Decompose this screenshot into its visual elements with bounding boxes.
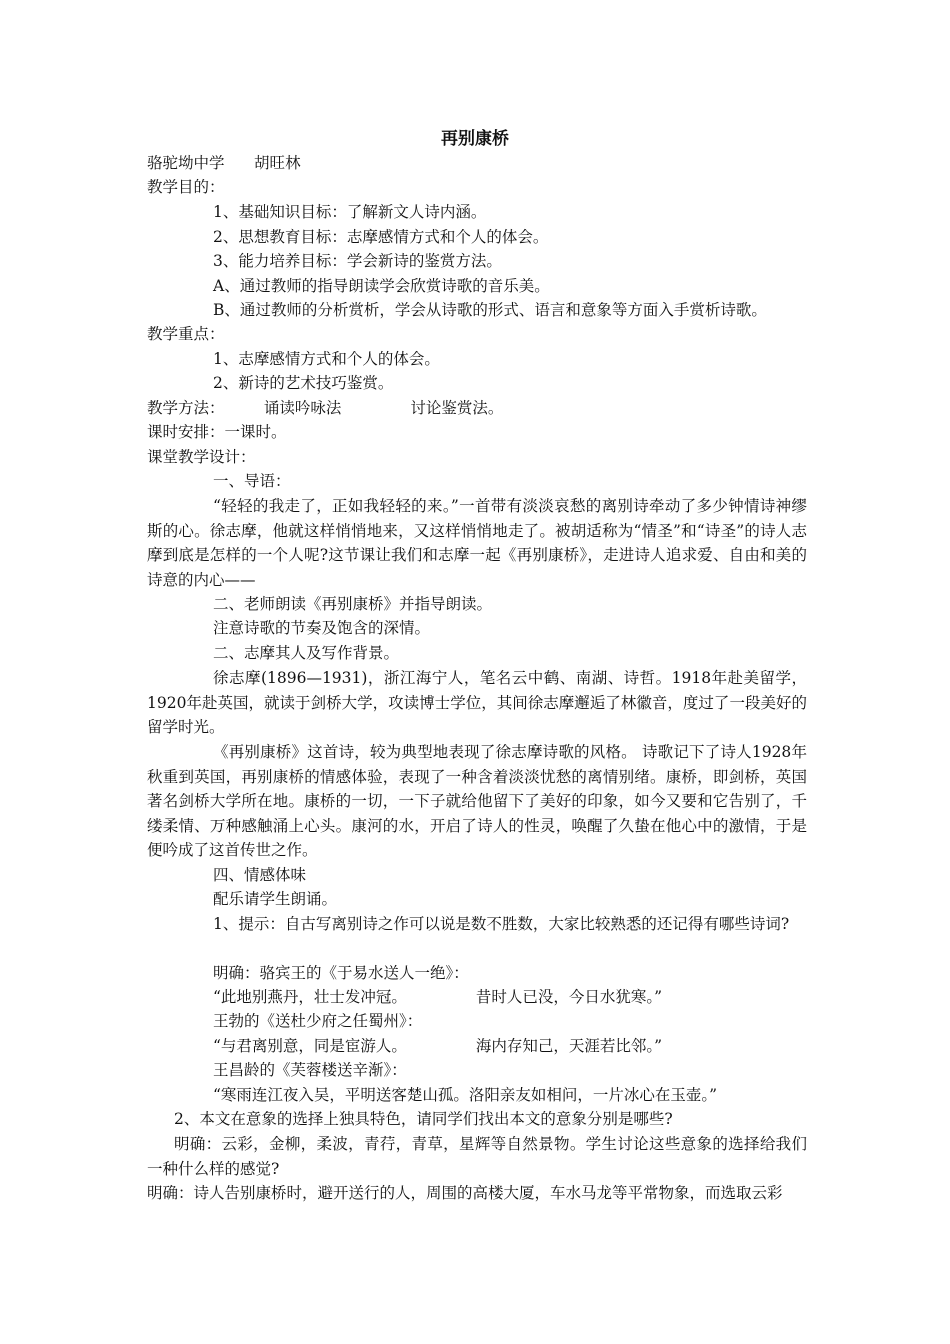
last-line: 明确：诗人告别康桥时，避开送行的人，周围的高楼大厦，车水马龙等平常物象，而选取云彩 [147, 1184, 783, 1202]
goal-item-3: 3、能力培养目标：学会新诗的鉴赏方法。 [213, 252, 502, 270]
goal-item-2: 2、思想教育目标：志摩感情方式和个人的体会。 [213, 228, 549, 246]
answer-1-intro: 明确：骆宾王的《于易水送人一绝》： [213, 964, 469, 982]
section-2-heading: 二、老师朗读《再别康桥》并指导朗读。 [213, 595, 493, 613]
section-1-heading: 一、导语： [213, 472, 291, 490]
section-2-note: 注意诗歌的节奏及饱含的深情。 [213, 619, 431, 637]
method-line: 教学方法： 诵读吟咏法 讨论鉴赏法。 [147, 399, 504, 417]
answer-3-quote: “寒雨连江夜入吴，平明送客楚山孤。洛阳亲友如相问，一片冰心在玉壶。” [213, 1086, 718, 1104]
goal-item-b: B、通过教师的分析赏析，学会从诗歌的形式、语言和意象等方面入手赏析诗歌。 [213, 301, 767, 319]
answer-2-quote: “与君离别意，同是宦游人。 海内存知己，天涯若比邻。” [213, 1037, 663, 1055]
question-1: 1、提示：自古写离别诗之作可以说是数不胜数，大家比较熟悉的还记得有哪些诗词? [213, 915, 790, 933]
goal-item-a: A、通过教师的指导朗读学会欣赏诗歌的音乐美。 [213, 277, 550, 295]
intro-paragraph: “轻轻的我走了，正如我轻轻的来。”一首带有淡淡哀愁的离别诗牵动了多少钟情诗神缪斯的心。徐志摩，他就这样悄悄地来，又这样悄悄地走了。被胡适称为“情圣”和“诗圣”的诗人志摩到底是怎样的一个人呢?这节课让我们和志摩一起《再别康桥》，走进诗人追求爱、自由和美的诗意的内心—— [147, 497, 807, 589]
answer-1-quote: “此地别燕丹，壮士发冲冠。 昔时人已没，今日水犹寒。” [213, 988, 663, 1006]
key-item-2: 2、新诗的艺术技巧鉴赏。 [213, 374, 394, 392]
question-2: 2、本文在意象的选择上独具特色，请同学们找出本文的意象分别是哪些? [174, 1110, 673, 1128]
key-item-1: 1、志摩感情方式和个人的体会。 [213, 350, 440, 368]
section-3-heading: 二、志摩其人及写作背景。 [213, 644, 400, 662]
answer-2-paragraph: 明确：云彩，金柳，柔波，青荇，青草，星辉等自然景物。学生讨论这些意象的选择给我们一种什么样的感觉? [147, 1135, 807, 1178]
bio-paragraph: 徐志摩(1896—1931)，浙江海宁人，笔名云中鹤、南湖、诗哲。1918年赴美留学，1920年赴英国，就读于剑桥大学，攻读博士学位，其间徐志摩邂逅了林徽音，度过了一段美好的留学时光。 [147, 669, 807, 736]
section-4-heading: 四、情感体味 [213, 866, 307, 884]
goal-item-1: 1、基础知识目标：了解新文人诗内涵。 [213, 203, 487, 221]
answer-2-intro: 王勃的《送杜少府之任蜀州》： [213, 1012, 423, 1030]
section-4-note: 配乐请学生朗诵。 [213, 890, 338, 908]
key-heading: 教学重点： [147, 325, 225, 343]
goal-heading: 教学目的： [147, 178, 225, 196]
design-heading: 课堂教学设计： [147, 448, 256, 466]
doc-title: 再别康桥 [441, 129, 509, 149]
author-line: 骆驼坳中学 胡旺林 [147, 154, 301, 172]
answer-3-intro: 王昌龄的《芙蓉楼送辛渐》： [213, 1061, 407, 1079]
poem-paragraph: 《再别康桥》这首诗，较为典型地表现了徐志摩诗歌的风格。 诗歌记下了诗人1928年秋重到英国，再别康桥的情感体验，表现了一种含着淡淡忧愁的离情别绪。康桥，即剑桥，英国著名剑桥大学所在地。康桥的一切，一下子就给他留下了美好的印象，如今又要和它告别了，千缕柔情、万种感触涌上心头。康河的水，开启了诗人的性灵，唤醒了久蛰在他心中的激情，于是便吟成了这首传世之作。 [147, 743, 807, 859]
time-line: 课时安排：一课时。 [147, 423, 287, 441]
